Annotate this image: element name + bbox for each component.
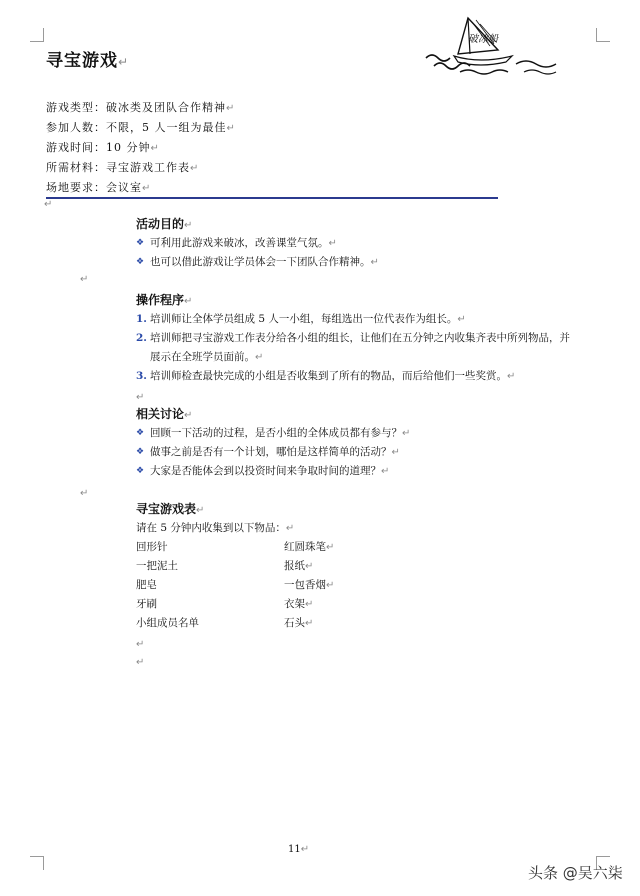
list-item: ❖ 回顾一下活动的过程，是否小组的全体成员都有参与？↵ — [136, 424, 576, 443]
section-title-purpose: 活动目的↵ — [136, 217, 193, 231]
empty-paragraph: ↵ — [136, 639, 145, 650]
meta-row-venue: 场地要求：会议室↵ — [46, 181, 152, 194]
diamond-bullet-icon: ❖ — [136, 238, 145, 248]
empty-paragraph: ↵ — [136, 657, 145, 668]
list-item: ❖ 可利用此游戏来破冰，改善课堂气氛。↵ — [136, 234, 576, 253]
page-number: 11↵ — [288, 844, 310, 855]
diamond-bullet-icon: ❖ — [136, 257, 145, 267]
worksheet-items — [136, 538, 576, 633]
section-title-worksheet: 寻宝游戏表↵ — [136, 502, 205, 516]
meta-row-type: 游戏类型：破冰类及团队合作精神↵ — [46, 101, 236, 114]
empty-paragraph — [136, 481, 576, 499]
watermark: 头条 @吴六柒 — [528, 864, 623, 882]
list-item: 2. 培训师把寻宝游戏工作表分给各小组的组长，让他们在五分钟之内收集齐表中所列物品，并展示在全班学员面前。↵ — [136, 332, 570, 363]
table-row: 一把泥土 报纸↵ — [136, 560, 314, 572]
page-title: 寻宝游戏↵ — [46, 51, 130, 71]
crop-mark-top-left — [30, 28, 44, 42]
game-meta — [46, 98, 236, 198]
section-title-discussion: 相关讨论↵ — [136, 407, 193, 421]
paragraph-mark: ↵ — [80, 488, 89, 499]
header-rule — [46, 197, 498, 199]
diamond-bullet-icon: ❖ — [136, 466, 145, 476]
list-item: 1. 培训师让全体学员组成 5 人一小组，每组选出一位代表作为组长。↵ — [136, 313, 466, 325]
logo-text: 破冰船 — [468, 34, 498, 45]
worksheet-intro: 请在 5 分钟内收集到以下物品：↵ — [136, 522, 295, 534]
empty-paragraph — [136, 272, 576, 290]
meta-row-materials: 所需材料：寻宝游戏工作表↵ — [46, 161, 200, 174]
empty-paragraph: ↵ — [136, 392, 145, 403]
table-row: 回形针 红圆珠笔↵ — [136, 541, 335, 553]
list-item: ❖ 也可以借此游戏让学员体会一下团队合作精神。↵ — [136, 253, 576, 272]
table-row: 肥皂 一包香烟↵ — [136, 579, 335, 591]
list-item: ❖ 大家是否能体会到以投资时间来争取时间的道理？↵ — [136, 462, 576, 481]
crop-mark-bottom-left — [30, 856, 44, 870]
diamond-bullet-icon: ❖ — [136, 428, 145, 438]
paragraph-mark: ↵ — [80, 274, 89, 285]
section-title-procedure: 操作程序↵ — [136, 293, 193, 307]
meta-row-duration: 游戏时间：10 分钟↵ — [46, 141, 160, 154]
diamond-bullet-icon: ❖ — [136, 447, 145, 457]
table-row: 牙刷 衣架↵ — [136, 598, 314, 610]
table-row: 小组成员名单 石头↵ — [136, 617, 314, 629]
paragraph-mark: ↵ — [44, 199, 53, 210]
document-body — [136, 214, 576, 669]
icebreaker-boat-logo — [420, 8, 570, 84]
list-item: 3. 培训师检查最快完成的小组是否收集到了所有的物品，而后给他们一些奖赏。↵ — [136, 370, 516, 382]
list-item: ❖ 做事之前是否有一个计划，哪怕是这样简单的活动？↵ — [136, 443, 576, 462]
meta-row-participants: 参加人数：不限，5 人一组为最佳↵ — [46, 121, 236, 134]
crop-mark-top-right — [596, 28, 610, 42]
